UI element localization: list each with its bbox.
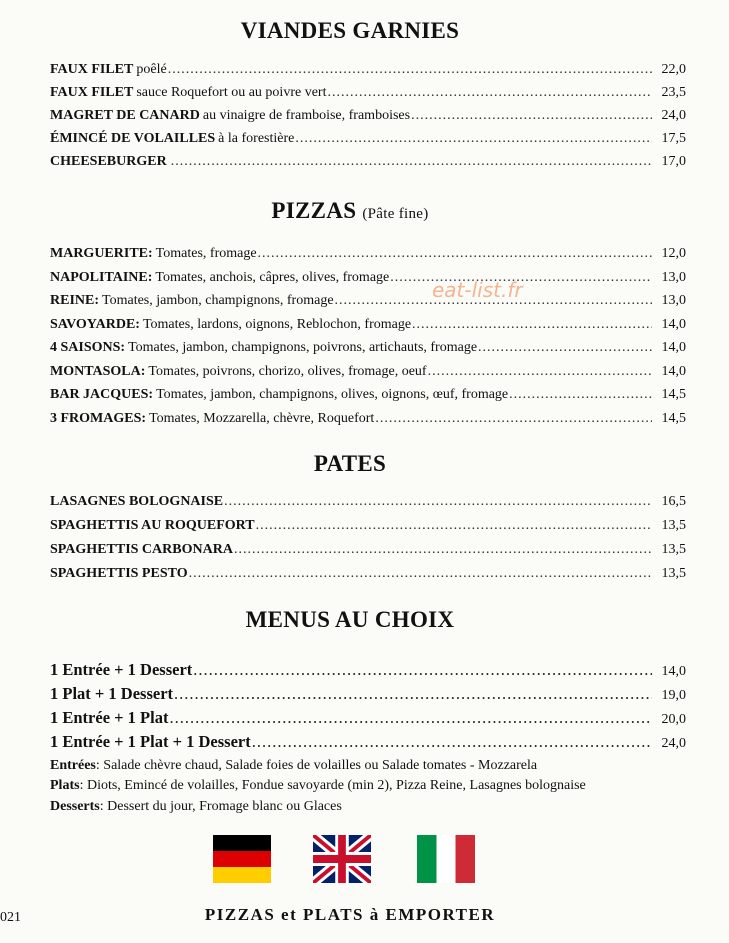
item-name: NAPOLITAINE: — [50, 270, 153, 285]
item-name: FAUX FILET — [50, 62, 134, 77]
note-desserts — [50, 799, 710, 815]
leader-dots — [169, 708, 652, 728]
section-title-viandes: VIANDES GARNIES — [240, 18, 460, 43]
leader-dots — [295, 131, 652, 147]
item-price: 13,5 — [661, 566, 686, 581]
formula-price: 14,0 — [661, 664, 686, 679]
section-title-menus: MENUS AU CHOIX — [245, 607, 455, 632]
item-name: REINE: — [50, 293, 100, 308]
item-name: 4 SAISONS: — [50, 340, 126, 355]
item-price: 14,0 — [661, 340, 686, 355]
leader-dots — [189, 566, 652, 582]
leader-dots — [168, 62, 652, 78]
section-title-pizzas — [0, 198, 700, 224]
item-desc: Tomates, fromage — [155, 246, 257, 261]
note-plats — [50, 778, 710, 794]
item-name: CHEESEBURGER — [50, 154, 167, 169]
item-price: 14,0 — [661, 317, 686, 332]
note-text: : Salade chèvre chaud, Salade foies de volailles ou Salade tomates - Mozzarela — [95, 758, 538, 773]
note-text: : Diots, Emincé de volailles, Fondue savoyarde (min 2), Pizza Reine, Lasagnes bolognaise — [79, 778, 586, 793]
leader-dots — [375, 411, 652, 427]
menu-item — [50, 387, 686, 407]
item-desc: sauce Roquefort ou au poivre vert — [136, 85, 327, 100]
item-name: FAUX FILET — [50, 85, 134, 100]
item-price: 16,5 — [661, 494, 686, 509]
formula-name: 1 Entrée + 1 Plat — [50, 708, 169, 727]
leader-dots — [256, 518, 652, 534]
menu-item — [50, 494, 686, 514]
item-price: 14,0 — [661, 364, 686, 379]
item-desc: Tomates, poivrons, chorizo, olives, fromage, oeuf — [148, 364, 427, 379]
note-label: Entrées — [50, 758, 96, 773]
item-name: MONTASOLA: — [50, 364, 146, 379]
menu-item — [50, 542, 686, 562]
edge-number: 021 — [0, 910, 21, 925]
note-text: : Dessert du jour, Fromage blanc ou Glaces — [99, 799, 342, 814]
menu-item — [50, 340, 686, 360]
leader-dots — [224, 494, 652, 510]
item-name: BAR JACQUES: — [50, 387, 154, 402]
menu-item — [50, 518, 686, 538]
item-price: 22,0 — [661, 62, 686, 77]
item-desc: à la forestière — [218, 131, 295, 146]
united-kingdom-flag-icon — [313, 835, 371, 883]
item-desc: Tomates, jambon, champignons, fromage — [102, 293, 334, 308]
item-name: SPAGHETTIS CARBONARA — [50, 542, 233, 557]
menu-item — [50, 364, 686, 384]
menu-item — [50, 317, 686, 337]
item-price: 12,0 — [661, 246, 686, 261]
menu-formula — [50, 684, 686, 708]
formula-name: 1 Entrée + 1 Plat + 1 Dessert — [50, 732, 251, 751]
pizzas-title: PIZZAS — [271, 198, 357, 223]
menu-item — [50, 293, 686, 313]
item-price: 13,0 — [661, 293, 686, 308]
item-price: 17,0 — [661, 154, 686, 169]
menu-formula — [50, 708, 686, 732]
note-label: Desserts — [50, 799, 100, 814]
note-entrees — [50, 758, 710, 774]
formula-price: 20,0 — [661, 712, 686, 727]
watermark: eat-list.fr — [432, 278, 523, 302]
menu-item — [50, 411, 686, 431]
item-price: 17,5 — [661, 131, 686, 146]
leader-dots — [193, 660, 652, 680]
item-name: 3 FROMAGES: — [50, 411, 147, 426]
leader-dots — [478, 340, 652, 356]
leader-dots — [258, 246, 652, 262]
item-price: 14,5 — [661, 411, 686, 426]
note-label: Plats — [50, 778, 80, 793]
item-price: 13,5 — [661, 542, 686, 557]
formula-name: 1 Entrée + 1 Dessert — [50, 660, 193, 679]
menu-item — [50, 566, 686, 586]
menu-item — [50, 270, 686, 290]
leader-dots — [411, 108, 652, 124]
item-name: ÉMINCÉ DE VOLAILLES — [50, 131, 216, 146]
item-price: 23,5 — [661, 85, 686, 100]
formula-name: 1 Plat + 1 Dessert — [50, 684, 174, 703]
item-price: 13,5 — [661, 518, 686, 533]
leader-dots — [252, 732, 652, 752]
item-price: 13,0 — [661, 270, 686, 285]
menu-item — [50, 62, 686, 82]
item-name: SPAGHETTIS AU ROQUEFORT — [50, 518, 255, 533]
item-name: SAVOYARDE: — [50, 317, 140, 332]
item-desc: Tomates, anchois, câpres, olives, fromage — [155, 270, 390, 285]
item-price: 14,5 — [661, 387, 686, 402]
footer-takeaway: PIZZAS et PLATS à EMPORTER — [204, 905, 496, 924]
item-desc: Tomates, Mozzarella, chèvre, Roquefort — [149, 411, 375, 426]
leader-dots — [509, 387, 652, 403]
leader-dots — [412, 317, 652, 333]
menu-item — [50, 131, 686, 151]
formula-price: 19,0 — [661, 688, 686, 703]
pizzas-subtitle: (Pâte fine) — [362, 206, 429, 222]
menu-item — [50, 85, 686, 105]
item-name: LASAGNES BOLOGNAISE — [50, 494, 224, 509]
section-title-pates: PATES — [313, 451, 387, 476]
menu-formula — [50, 660, 686, 684]
menu-item — [50, 154, 686, 174]
formula-price: 24,0 — [661, 736, 686, 751]
item-desc: Tomates, lardons, oignons, Reblochon, fromage — [142, 317, 412, 332]
item-price: 24,0 — [661, 108, 686, 123]
item-name: MAGRET DE CANARD — [50, 108, 200, 123]
item-desc: poêlé — [136, 62, 167, 77]
item-name: MARGUERITE: — [50, 246, 153, 261]
menu-item — [50, 246, 686, 266]
leader-dots — [428, 364, 652, 380]
italy-flag-icon — [417, 835, 475, 883]
menu-item — [50, 108, 686, 128]
leader-dots — [174, 684, 652, 704]
germany-flag-icon — [213, 835, 271, 883]
item-name: SPAGHETTIS PESTO — [50, 566, 188, 581]
item-desc: Tomates, jambon, champignons, olives, oignons, œuf, fromage — [156, 387, 509, 402]
leader-dots — [234, 542, 652, 558]
item-desc: au vinaigre de framboise, framboises — [202, 108, 411, 123]
menu-formula — [50, 732, 686, 756]
item-desc: Tomates, jambon, champignons, poivrons, artichauts, fromage — [128, 340, 478, 355]
leader-dots — [171, 154, 652, 170]
leader-dots — [327, 85, 652, 101]
